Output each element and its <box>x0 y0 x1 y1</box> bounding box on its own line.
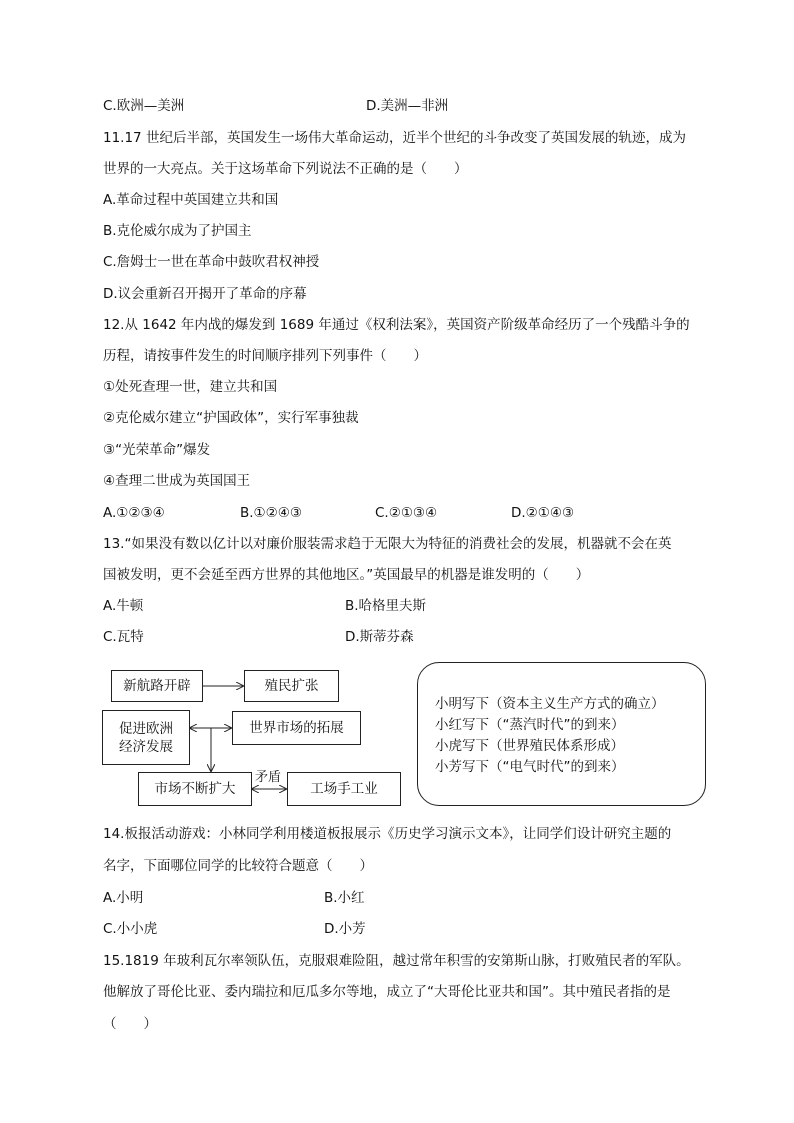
diagram-box-europe-economy-line2: 经济发展 <box>119 738 173 755</box>
student-notes-bubble <box>417 662 706 806</box>
q10-option-c: C.欧洲—美洲 <box>103 98 185 114</box>
q13-option-b: B.哈格里夫斯 <box>345 598 427 614</box>
q12-stem-line2: 历程，请按事件发生的时间顺序排列下列事件（ ） <box>103 348 427 364</box>
q12-item-4: ④查理二世成为英国国王 <box>103 473 251 489</box>
q11-option-d: D.议会重新召开揭开了革命的序幕 <box>103 286 307 302</box>
q15-stem-line1: 15.1819 年玻利瓦尔率领队伍，克服艰难险阻，越过常年积雪的安第斯山脉，打败殖民者的军队。 <box>103 953 690 969</box>
q13-option-c: C.瓦特 <box>103 629 144 645</box>
q12-option-a: A.①②③④ <box>103 505 165 521</box>
q12-option-b: B.①②④③ <box>240 505 302 521</box>
diagram-box-colonial: 殖民扩张 <box>244 670 339 702</box>
diagram-box-workshop: 工场手工业 <box>287 772 401 806</box>
q14-option-c: C.小小虎 <box>103 921 158 937</box>
q13-stem-line2: 国被发明，更不会延至西方世界的其他地区。”英国最早的机器是谁发明的（ ） <box>103 567 590 583</box>
q11-stem-line1: 11.17 世纪后半部，英国发生一场伟大革命运动，近半个世纪的斗争改变了英国发展的轨迹，成为 <box>103 130 686 146</box>
bubble-line-xiaofang: 小芳写下（“电气时代”的到来） <box>435 759 625 775</box>
q12-option-c: C.②①③④ <box>375 505 438 521</box>
q12-stem-line1: 12.从 1642 年内战的爆发到 1689 年通过《权利法案》，英国资产阶级革命经历了一个残酷斗争的 <box>103 317 690 333</box>
q13-option-d: D.斯蒂芬森 <box>345 629 414 645</box>
diagram-box-europe-economy <box>102 710 190 765</box>
q11-option-c: C.詹姆士一世在革命中鼓吹君权神授 <box>103 254 320 270</box>
diagram-box-market-expand: 市场不断扩大 <box>138 772 252 806</box>
bubble-line-xiaoming: 小明写下（资本主义生产方式的确立） <box>435 696 665 712</box>
q13-stem-line1: 13.“如果没有数以亿计以对廉价服装需求趋于无限大为特征的消费社会的发展，机器就不会在英 <box>103 536 672 552</box>
q14-option-d: D.小芳 <box>324 921 366 937</box>
q12-item-3: ③“光荣革命”爆发 <box>103 442 211 458</box>
q15-stem-line3: （ ） <box>103 1016 157 1032</box>
q15-stem-line2: 他解放了哥伦比亚、委内瑞拉和厄瓜多尔等地，成立了“大哥伦比亚共和国”。其中殖民者指的是 <box>103 984 671 1000</box>
q10-option-d: D.美洲—非洲 <box>366 98 449 114</box>
q13-option-a: A.牛顿 <box>103 598 144 614</box>
diagram-box-europe-economy-line1: 促进欧洲 <box>119 720 173 737</box>
q14-stem-line2: 名字，下面哪位同学的比较符合题意（ ） <box>103 858 373 874</box>
q14-option-b: B.小红 <box>324 890 365 906</box>
q14-option-a: A.小明 <box>103 890 144 906</box>
q11-option-b: B.克伦威尔成为了护国主 <box>103 223 252 239</box>
diagram-conflict-label: 矛盾 <box>255 770 282 785</box>
diagram-box-world-market: 世界市场的拓展 <box>232 711 361 745</box>
diagram-box-new-route: 新航路开辟 <box>111 670 203 702</box>
q12-option-d: D.②①④③ <box>511 505 575 521</box>
bubble-line-xiaohu: 小虎写下（世界殖民体系形成） <box>435 738 624 754</box>
bubble-line-xiaohong: 小红写下（“蒸汽时代”的到来） <box>435 717 625 733</box>
q12-item-1: ①处死查理一世，建立共和国 <box>103 379 278 395</box>
q12-item-2: ②克伦威尔建立“护国政体”，实行军事独裁 <box>103 410 359 426</box>
q11-option-a: A.革命过程中英国建立共和国 <box>103 192 279 208</box>
q11-stem-line2: 世界的一大亮点。关于这场革命下列说法不正确的是（ ） <box>103 161 468 177</box>
q14-stem-line1: 14.板报活动游戏：小林同学利用楼道板报展示《历史学习演示文本》，让同学们设计研究主题的 <box>103 826 672 842</box>
